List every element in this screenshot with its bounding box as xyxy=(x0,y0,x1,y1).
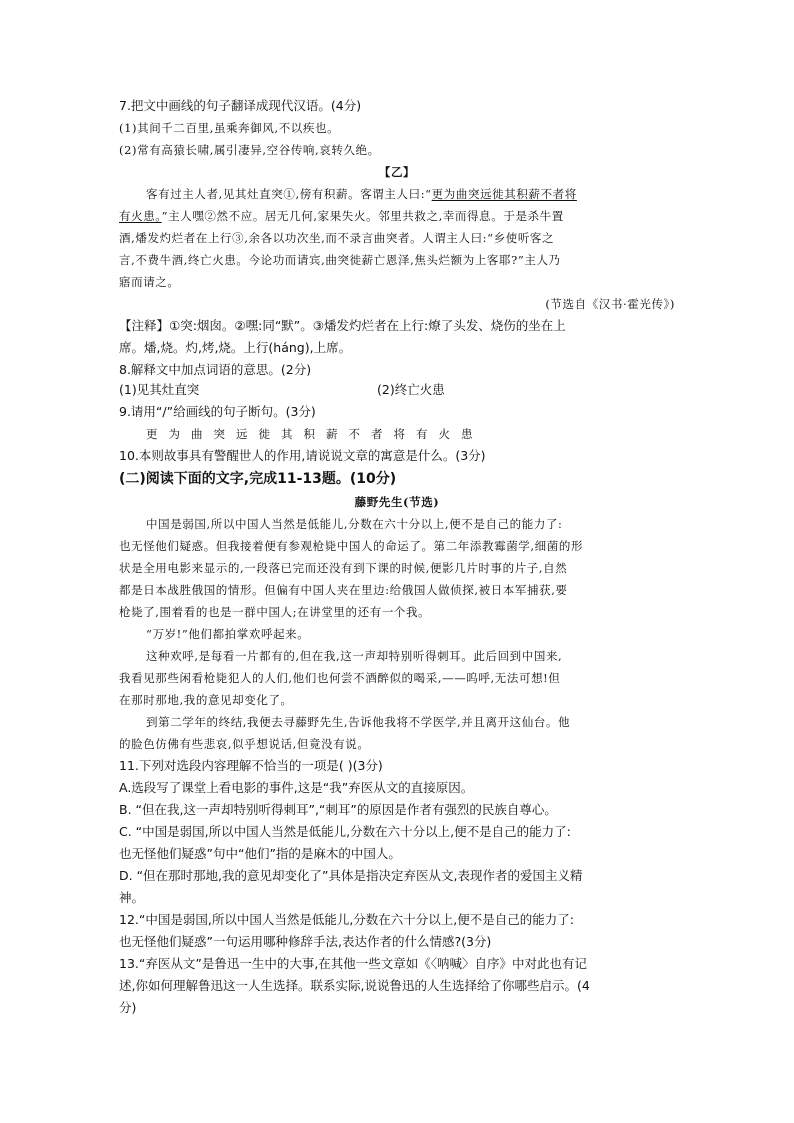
passage-yi-text: 客有过主人者,见其灶直突①,傍有积薪。客谓主人曰:“ xyxy=(146,187,432,201)
passage-yi-heading: 【乙】 xyxy=(378,165,416,179)
q8-title: 8.解释文中加点词语的意思。(2分) xyxy=(119,362,312,377)
passage-line: 这种欢呼,是每看一片都有的,但在我,这一声却特别听得刺耳。此后回到中国来, xyxy=(146,649,563,663)
underlined-sentence: 更为曲突远徙其积薪不者将 xyxy=(431,187,577,201)
passage-line: 到第二学年的终结,我便去寻藤野先生,告诉他我将不学医学,并且离开这仙台。他 xyxy=(146,715,571,729)
passage-line: 的脸色仿佛有些悲哀,似乎想说话,但竟没有说。 xyxy=(119,737,370,751)
passage-line: 中国是弱国,所以中国人当然是低能儿,分数在六十分以上,便不是自己的能力了: xyxy=(146,517,563,531)
q13-line-3: 分) xyxy=(119,1000,137,1015)
q11-option-d: D. “但在那时那地,我的意见却变化了”具体是指决定弃医从文,表现作者的爱国主义精 xyxy=(119,868,583,883)
passage-line: 我看见那些闲看枪毙犯人的人们,他们也何尝不酒醉似的喝采,——呜呼,无法可想!但 xyxy=(119,671,561,685)
q11-option-b: B. “但在我,这一声却特别听得刺耳”,“刺耳”的原因是作者有强烈的民族自尊心。 xyxy=(119,802,557,817)
q10-title: 10.本则故事具有警醒世人的作用,请说说文章的寓意是什么。(3分) xyxy=(119,448,486,463)
q11-title: 11.下列对选段内容理解不恰当的一项是( )(3分) xyxy=(119,758,383,773)
passage-title: 藤野先生(节选) xyxy=(354,495,440,509)
q8-items xyxy=(119,380,675,400)
passage-line: 也无怪他们疑惑。但我接着便有参观枪毙中国人的命运了。第二年添教霉菌学,细菌的形 xyxy=(119,539,584,553)
q12-line-2: 也无怪他们疑惑”一句运用哪种修辞手法,表达作者的什么情感?(3分) xyxy=(119,934,492,949)
q7-sentence-2: (2)常有高猿长啸,属引凄异,空谷传响,哀转久绝。 xyxy=(119,143,380,157)
q8-item-2: (2)终亡火患 xyxy=(377,382,445,397)
underlined-sentence-end: 有火患。 xyxy=(119,209,162,223)
passage-yi-line-5: 寤而请之。 xyxy=(119,275,180,289)
q12-line-1: 12.“中国是弱国,所以中国人当然是低能儿,分数在六十分以上,便不是自己的能力了: xyxy=(119,912,574,927)
passage-yi-text: ”主人嘿②然不应。居无几何,家果失火。邻里共救之,幸而得息。于是杀牛置 xyxy=(161,209,564,223)
q7-title: 7.把文中画线的句子翻译成现代汉语。(4分) xyxy=(119,98,362,113)
section-2-heading: (二)阅读下面的文字,完成11-13题。(10分) xyxy=(119,471,397,487)
q11-option-c-cont: 也无怪他们疑惑”句中“他们”指的是麻木的中国人。 xyxy=(119,846,401,861)
passage-line: 枪毙了,围着看的也是一群中国人;在讲堂里的还有一个我。 xyxy=(119,605,431,619)
passage-line: 都是日本战胜俄国的情形。但偏有中国人夹在里边:给俄国人做侦探,被日本军捕获,要 xyxy=(119,583,568,597)
q8-item-1: (1)见其灶直突 xyxy=(119,382,200,397)
passage-line: “万岁!”他们都拍掌欢呼起来。 xyxy=(146,627,310,641)
q13-line-1: 13.“弃医从文”是鲁迅一生中的大事,在其他一些文章如《〈呐喊〉自序》中对此也有记 xyxy=(119,956,588,971)
passage-line: 在那时那地,我的意见却变化了。 xyxy=(119,693,293,707)
passage-yi-line-2 xyxy=(119,206,675,226)
annotation-line-1: 【注释】①突:烟囱。②嘿:同“默”。③燔发灼烂者在上行:燎了头发、烧伤的坐在上 xyxy=(119,318,566,333)
passage-line: 状是全用电影来显示的,一段落已完而还没有到下课的时候,便影几片时事的片子,自然 xyxy=(119,561,568,575)
q11-option-a: A.选段写了课堂上看电影的事件,这是“我”弃医从文的直接原因。 xyxy=(119,780,474,795)
q11-option-c: C. “中国是弱国,所以中国人当然是低能儿,分数在六十分以上,便不是自己的能力了: xyxy=(119,824,571,839)
q9-title: 9.请用“/”给画线的句子断句。(3分) xyxy=(119,404,316,419)
passage-yi-line-4: 言,不费牛酒,终亡火患。今论功而请宾,曲突徙薪亡恩泽,焦头烂额为上客耶?”主人乃 xyxy=(119,253,561,267)
annotation-line-2: 席。燔,烧。灼,烤,烧。上行(háng),上席。 xyxy=(119,340,352,355)
q9-sentence: 更为曲突远徙其积薪不者将有火患 xyxy=(146,427,484,441)
q11-option-d-cont: 神。 xyxy=(119,890,145,905)
passage-yi-source: (节选自《汉书·霍光传》) xyxy=(545,297,675,311)
q13-line-2: 述,你如何理解鲁迅这一人生选择。联系实际,说说鲁迅的人生选择给了你哪些启示。(4 xyxy=(119,978,590,993)
passage-yi-line-1 xyxy=(146,184,675,204)
q7-sentence-1: (1)其间千二百里,虽乘奔御风,不以疾也。 xyxy=(119,121,340,135)
passage-yi-line-3: 酒,燔发灼烂者在上行③,余各以功次坐,而不录言曲突者。人谓主人曰:“乡使听客之 xyxy=(119,231,555,245)
